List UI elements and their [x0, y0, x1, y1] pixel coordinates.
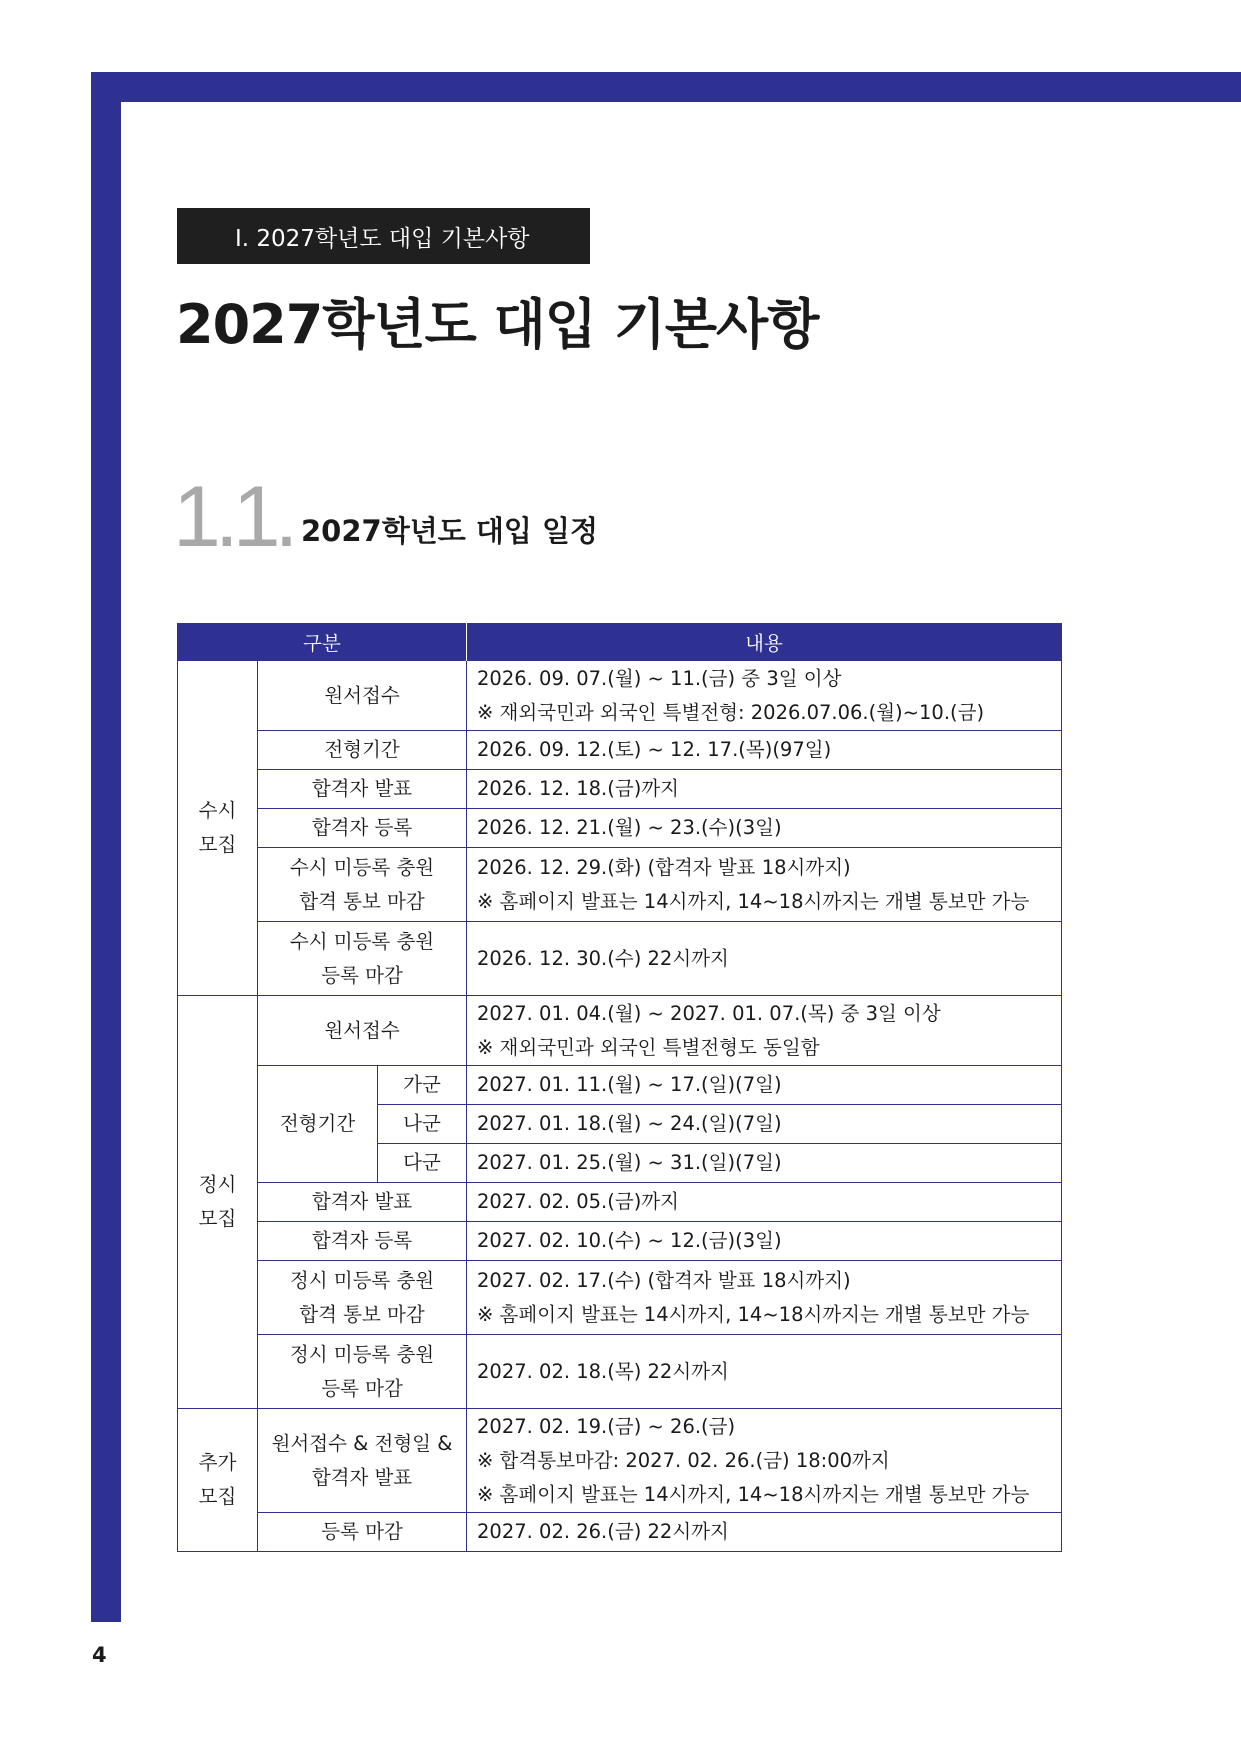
table-row: [178, 661, 1062, 731]
table-row: [178, 731, 1062, 770]
gun-label: 가군: [378, 1066, 467, 1105]
chapter-tag: Ⅰ. 2027학년도 대입 기본사항: [177, 208, 590, 264]
row-label: 등록 마감: [258, 1513, 467, 1552]
row-label: 합격자 등록: [258, 809, 467, 848]
table-row: [178, 848, 1062, 922]
table-row: [178, 809, 1062, 848]
row-label: 정시 미등록 충원 등록 마감: [258, 1335, 467, 1409]
row-content: 2026. 12. 30.(수) 22시까지: [467, 922, 1062, 996]
admission-schedule-table: [177, 623, 1062, 1552]
row-content: 2026. 12. 18.(금)까지: [467, 770, 1062, 809]
row-content: 2027. 02. 18.(목) 22시까지: [467, 1335, 1062, 1409]
row-content: 2027. 02. 17.(수) (합격자 발표 18시까지) ※ 홈페이지 발표는 14시까지, 14~18시까지는 개별 통보만 가능: [467, 1261, 1062, 1335]
row-label: 전형기간: [258, 731, 467, 770]
row-label: 수시 미등록 충원 합격 통보 마감: [258, 848, 467, 922]
row-content: 2027. 02. 19.(금) ~ 26.(금) ※ 합격통보마감: 2027. 02. 26.(금) 18:00까지 ※ 홈페이지 발표는 14시까지, 14~18시까지는 개별 통보만 가능: [467, 1409, 1062, 1513]
table-header-row: [178, 623, 1062, 661]
header-category: 구분: [178, 623, 467, 661]
row-label-period: 전형기간: [258, 1066, 378, 1183]
table-row: [178, 1222, 1062, 1261]
table-row: [178, 922, 1062, 996]
group-label-jeongsi: 정시 모집: [178, 996, 258, 1409]
row-label: 수시 미등록 충원 등록 마감: [258, 922, 467, 996]
row-content: 2026. 12. 29.(화) (합격자 발표 18시까지) ※ 홈페이지 발표는 14시까지, 14~18시까지는 개별 통보만 가능: [467, 848, 1062, 922]
row-content: 2027. 02. 26.(금) 22시까지: [467, 1513, 1062, 1552]
row-content: 2026. 09. 12.(토) ~ 12. 17.(목)(97일): [467, 731, 1062, 770]
page-number: 4: [92, 1643, 107, 1667]
group-label-susi: 수시 모집: [178, 661, 258, 996]
gun-label: 나군: [378, 1105, 467, 1144]
row-label: 합격자 등록: [258, 1222, 467, 1261]
page-title: 2027학년도 대입 기본사항: [176, 293, 819, 356]
row-content: 2027. 01. 18.(월) ~ 24.(일)(7일): [467, 1105, 1062, 1144]
table-row: [178, 1335, 1062, 1409]
section-title: 2027학년도 대입 일정: [301, 514, 599, 548]
table-row: [178, 770, 1062, 809]
table-row: [178, 1409, 1062, 1513]
row-label: 합격자 발표: [258, 1183, 467, 1222]
table-row: [178, 1513, 1062, 1552]
section-number: 1.1.: [173, 469, 293, 565]
gun-label: 다군: [378, 1144, 467, 1183]
row-label: 정시 미등록 충원 합격 통보 마감: [258, 1261, 467, 1335]
table-row: [178, 1183, 1062, 1222]
header-content: 내용: [467, 623, 1062, 661]
table-row: [178, 996, 1062, 1066]
left-frame-bar: [91, 72, 121, 1622]
row-label: 원서접수 & 전형일 & 합격자 발표: [258, 1409, 467, 1513]
row-content: 2027. 01. 11.(월) ~ 17.(일)(7일): [467, 1066, 1062, 1105]
row-content: 2026. 12. 21.(월) ~ 23.(수)(3일): [467, 809, 1062, 848]
row-label: 원서접수: [258, 661, 467, 731]
row-content: 2027. 01. 25.(월) ~ 31.(일)(7일): [467, 1144, 1062, 1183]
table-row: [178, 1261, 1062, 1335]
row-content: 2027. 01. 04.(월) ~ 2027. 01. 07.(목) 중 3일 이상 ※ 재외국민과 외국인 특별전형도 동일함: [467, 996, 1062, 1066]
row-label: 합격자 발표: [258, 770, 467, 809]
row-content: 2027. 02. 10.(수) ~ 12.(금)(3일): [467, 1222, 1062, 1261]
row-content: 2026. 09. 07.(월) ~ 11.(금) 중 3일 이상 ※ 재외국민과 외국인 특별전형: 2026.07.06.(월)~10.(금): [467, 661, 1062, 731]
group-label-chuga: 추가 모집: [178, 1409, 258, 1552]
row-content: 2027. 02. 05.(금)까지: [467, 1183, 1062, 1222]
table-row: [178, 1066, 1062, 1105]
row-label: 원서접수: [258, 996, 467, 1066]
top-frame-bar: [91, 72, 1241, 102]
